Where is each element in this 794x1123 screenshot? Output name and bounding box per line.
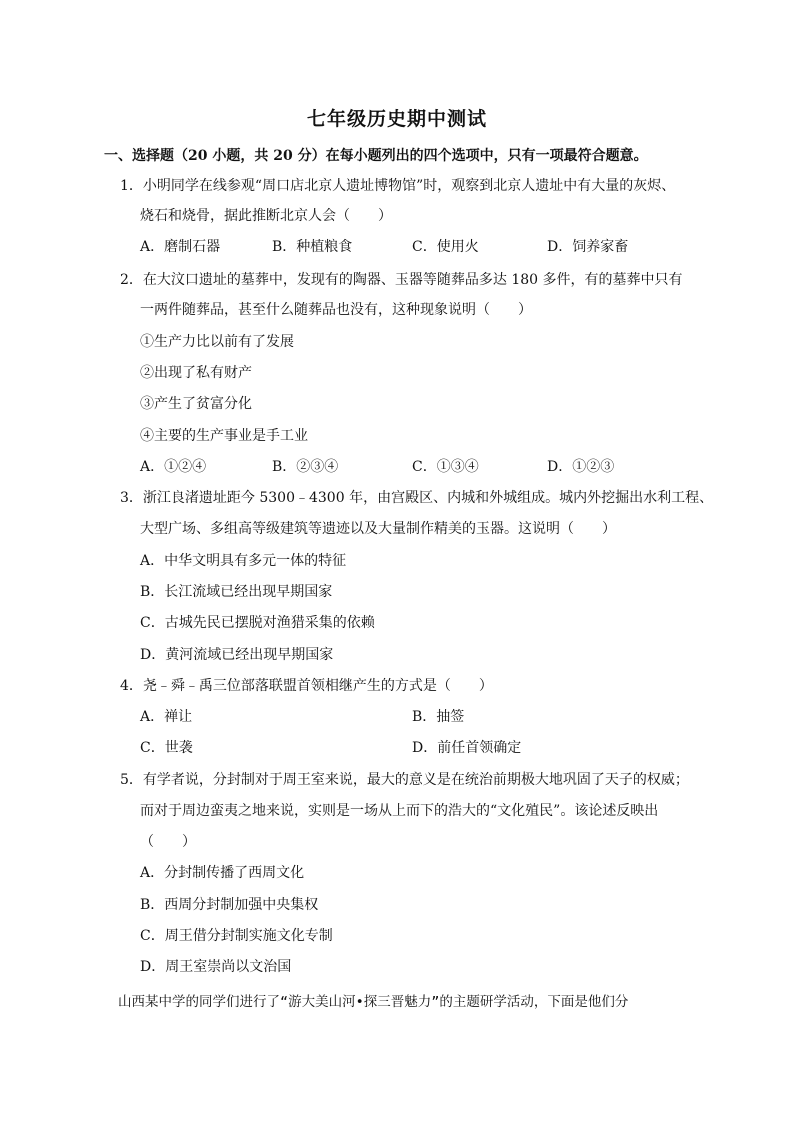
q3-option-c: C．古城先民已摆脱对渔猎采集的依赖 [140, 615, 375, 631]
q5-option-b: B．西周分封制加强中央集权 [140, 897, 319, 913]
q2-option-b: B．②③④ [272, 459, 339, 475]
q5-option-c: C．周王借分封制实施文化专制 [140, 928, 333, 944]
q1-option-d: D．饲养家畜 [547, 239, 629, 255]
question-2-line-1: 2．在大汶口遗址的墓葬中，发现有的陶器、玉器等随葬品多达 180 多件，有的墓葬中只有 [120, 272, 683, 288]
question-3-line-1: 3．浙江良渚遗址距今 5300﹣4300 年，由宫殿区、内城和外城组成。城内外挖掘出水利工程、 [120, 490, 714, 506]
q4-option-b: B．抽签 [412, 709, 465, 725]
question-1-line-2: 烧石和烧骨，据此推断北京人会（ ） [140, 208, 392, 224]
q5-option-a: A．分封制传播了西周文化 [140, 865, 305, 881]
q1-option-c: C．使用火 [412, 239, 479, 255]
q2-statement-1: ①生产力比以前有了发展 [140, 334, 294, 350]
q2-statement-3: ③产生了贫富分化 [140, 396, 252, 412]
q1-option-b: B．种植粮食 [272, 239, 353, 255]
question-1-line-1: 1．小明同学在线参观“周口店北京人遗址博物馆”时，观察到北京人遗址中有大量的灰烬、 [120, 178, 676, 194]
q2-statement-4: ④主要的生产事业是手工业 [140, 428, 308, 444]
section-heading: 一、选择题（20 小题，共 20 分）在每小题列出的四个选项中，只有一项最符合题意。 [104, 148, 648, 164]
q2-statement-2: ②出现了私有财产 [140, 365, 252, 381]
q2-option-c: C．①③④ [412, 459, 479, 475]
question-5-line-2: 而对于周边蛮夷之地来说，实则是一场从上而下的浩大的“文化殖民”。该论述反映出 [140, 803, 659, 819]
q3-option-b: B．长江流域已经出现早期国家 [140, 584, 333, 600]
q4-option-d: D．前任首领确定 [412, 740, 522, 756]
q3-option-a: A．中华文明具有多元一体的特征 [140, 553, 347, 569]
q3-option-d: D．黄河流域已经出现早期国家 [140, 647, 334, 663]
question-3-line-2: 大型广场、多组高等级建筑等遗迹以及大量制作精美的玉器。这说明（ ） [140, 521, 616, 537]
question-5-line-1: 5．有学者说，分封制对于周王室来说，最大的意义是在统治前期极大地巩固了天子的权威； [120, 772, 689, 788]
q4-option-c: C．世袭 [140, 740, 193, 756]
q2-option-d: D．①②③ [547, 459, 615, 475]
q2-option-a: A．①②④ [140, 459, 207, 475]
q4-option-a: A．禅让 [140, 709, 193, 725]
trailing-paragraph: 山西某中学的同学们进行了“游大美山河•探三晋魅力”的主题研学活动，下面是他们分 [118, 994, 629, 1010]
page-title: 七年级历史期中测试 [306, 108, 487, 130]
question-2-line-2: 一两件随葬品，甚至什么随葬品也没有，这种现象说明（ ） [140, 302, 532, 318]
question-4-line-1: 4．尧﹣舜﹣禹三位部落联盟首领相继产生的方式是（ ） [120, 678, 493, 694]
q5-option-d: D．周王室崇尚以文治国 [140, 959, 292, 975]
question-5-line-3: （ ） [140, 834, 196, 850]
q1-option-a: A．磨制石器 [140, 239, 221, 255]
